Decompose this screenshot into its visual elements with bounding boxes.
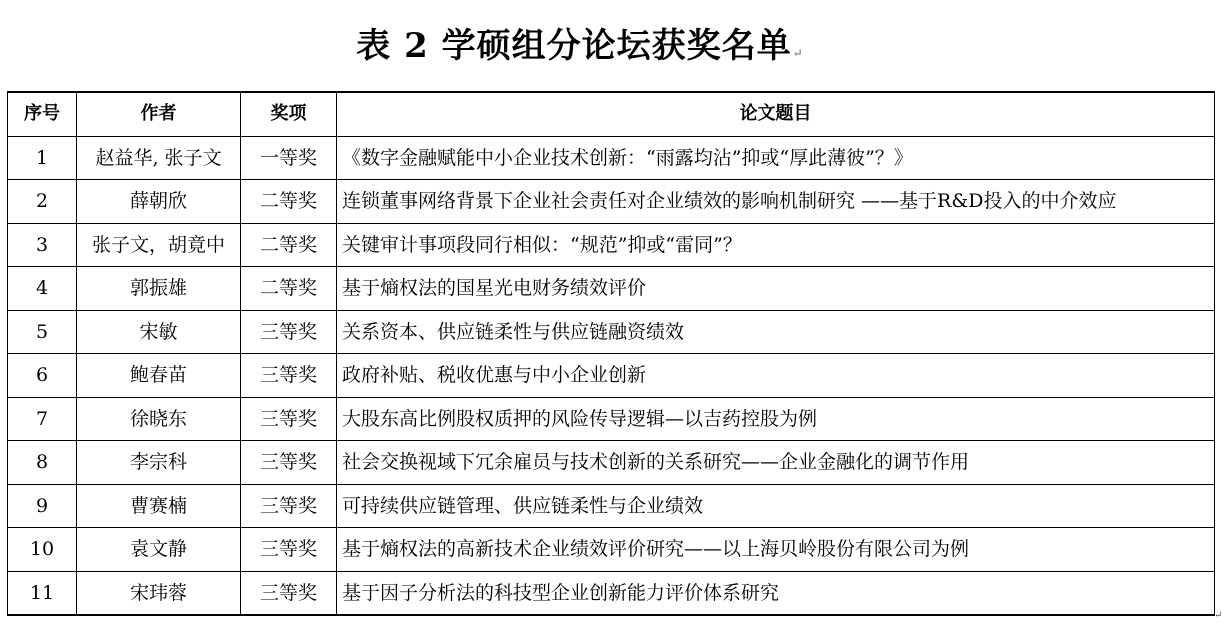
cell-author: 宋玮蓉 xyxy=(77,571,241,615)
paragraph-mark-icon: ↵ xyxy=(792,46,804,60)
cell-award: 三等奖 xyxy=(241,397,337,441)
cell-author: 赵益华, 张子文 xyxy=(77,136,241,180)
table-row xyxy=(8,223,1215,267)
cell-title: 基于熵权法的高新技术企业绩效评价研究——以上海贝岭股份有限公司为例 xyxy=(337,528,1215,572)
cell-author: 曹赛楠 xyxy=(77,484,241,528)
cell-title: 大股东高比例股权质押的风险传导逻辑—以吉药控股为例 xyxy=(337,397,1215,441)
award-table xyxy=(7,91,1215,616)
cell-index: 8 xyxy=(8,441,77,485)
cell-title: 《数字金融赋能中小企业技术创新：“雨露均沾”抑或“厚此薄彼”？》 xyxy=(337,136,1215,180)
table-row xyxy=(8,180,1215,224)
cell-title: 连锁董事网络背景下企业社会责任对企业绩效的影响机制研究 ——基于R&D投入的中介效应 xyxy=(337,180,1215,224)
cell-title: 基于熵权法的国星光电财务绩效评价 xyxy=(337,267,1215,311)
table-row xyxy=(8,441,1215,485)
cell-award: 三等奖 xyxy=(241,441,337,485)
cell-author: 徐晓东 xyxy=(77,397,241,441)
cell-award: 三等奖 xyxy=(241,484,337,528)
cell-author: 郭振雄 xyxy=(77,267,241,311)
cell-award: 二等奖 xyxy=(241,180,337,224)
table-row xyxy=(8,484,1215,528)
cell-title: 基于因子分析法的科技型企业创新能力评价体系研究 xyxy=(337,571,1215,615)
table-row xyxy=(8,528,1215,572)
cell-title: 关键审计事项段同行相似：“规范”抑或“雷同”？ xyxy=(337,223,1215,267)
cell-award: 二等奖 xyxy=(241,223,337,267)
cell-index: 2 xyxy=(8,180,77,224)
page-title xyxy=(0,22,1160,77)
cell-index: 4 xyxy=(8,267,77,311)
cell-author: 鲍春苗 xyxy=(77,354,241,398)
cell-index: 6 xyxy=(8,354,77,398)
table-header-row xyxy=(8,92,1215,136)
cell-author: 袁文静 xyxy=(77,528,241,572)
header-author: 作者 xyxy=(77,92,241,136)
page-title-text: 表 2 学硕组分论坛获奖名单 xyxy=(356,26,792,66)
cell-index: 7 xyxy=(8,397,77,441)
table-row xyxy=(8,397,1215,441)
cell-author: 薛朝欣 xyxy=(77,180,241,224)
cell-index: 1 xyxy=(8,136,77,180)
cell-award: 三等奖 xyxy=(241,354,337,398)
cell-author: 张子文，胡竟中 xyxy=(77,223,241,267)
header-award: 奖项 xyxy=(241,92,337,136)
cell-award: 三等奖 xyxy=(241,528,337,572)
table-row xyxy=(8,354,1215,398)
cell-award: 三等奖 xyxy=(241,571,337,615)
cell-index: 9 xyxy=(8,484,77,528)
cell-title: 社会交换视域下冗余雇员与技术创新的关系研究——企业金融化的调节作用 xyxy=(337,441,1215,485)
cell-award: 二等奖 xyxy=(241,267,337,311)
table-row xyxy=(8,571,1215,615)
end-paragraph-mark-icon: ↵ xyxy=(1214,610,1222,621)
cell-index: 11 xyxy=(8,571,77,615)
cell-title: 可持续供应链管理、供应链柔性与企业绩效 xyxy=(337,484,1215,528)
cell-index: 5 xyxy=(8,310,77,354)
cell-award: 一等奖 xyxy=(241,136,337,180)
cell-title: 政府补贴、税收优惠与中小企业创新 xyxy=(337,354,1215,398)
table-row xyxy=(8,310,1215,354)
cell-author: 李宗科 xyxy=(77,441,241,485)
header-title: 论文题目 xyxy=(337,92,1215,136)
cell-award: 三等奖 xyxy=(241,310,337,354)
cell-title: 关系资本、供应链柔性与供应链融资绩效 xyxy=(337,310,1215,354)
table-row xyxy=(8,136,1215,180)
table-row xyxy=(8,267,1215,311)
header-index: 序号 xyxy=(8,92,77,136)
cell-index: 10 xyxy=(8,528,77,572)
cell-index: 3 xyxy=(8,223,77,267)
cell-author: 宋敏 xyxy=(77,310,241,354)
